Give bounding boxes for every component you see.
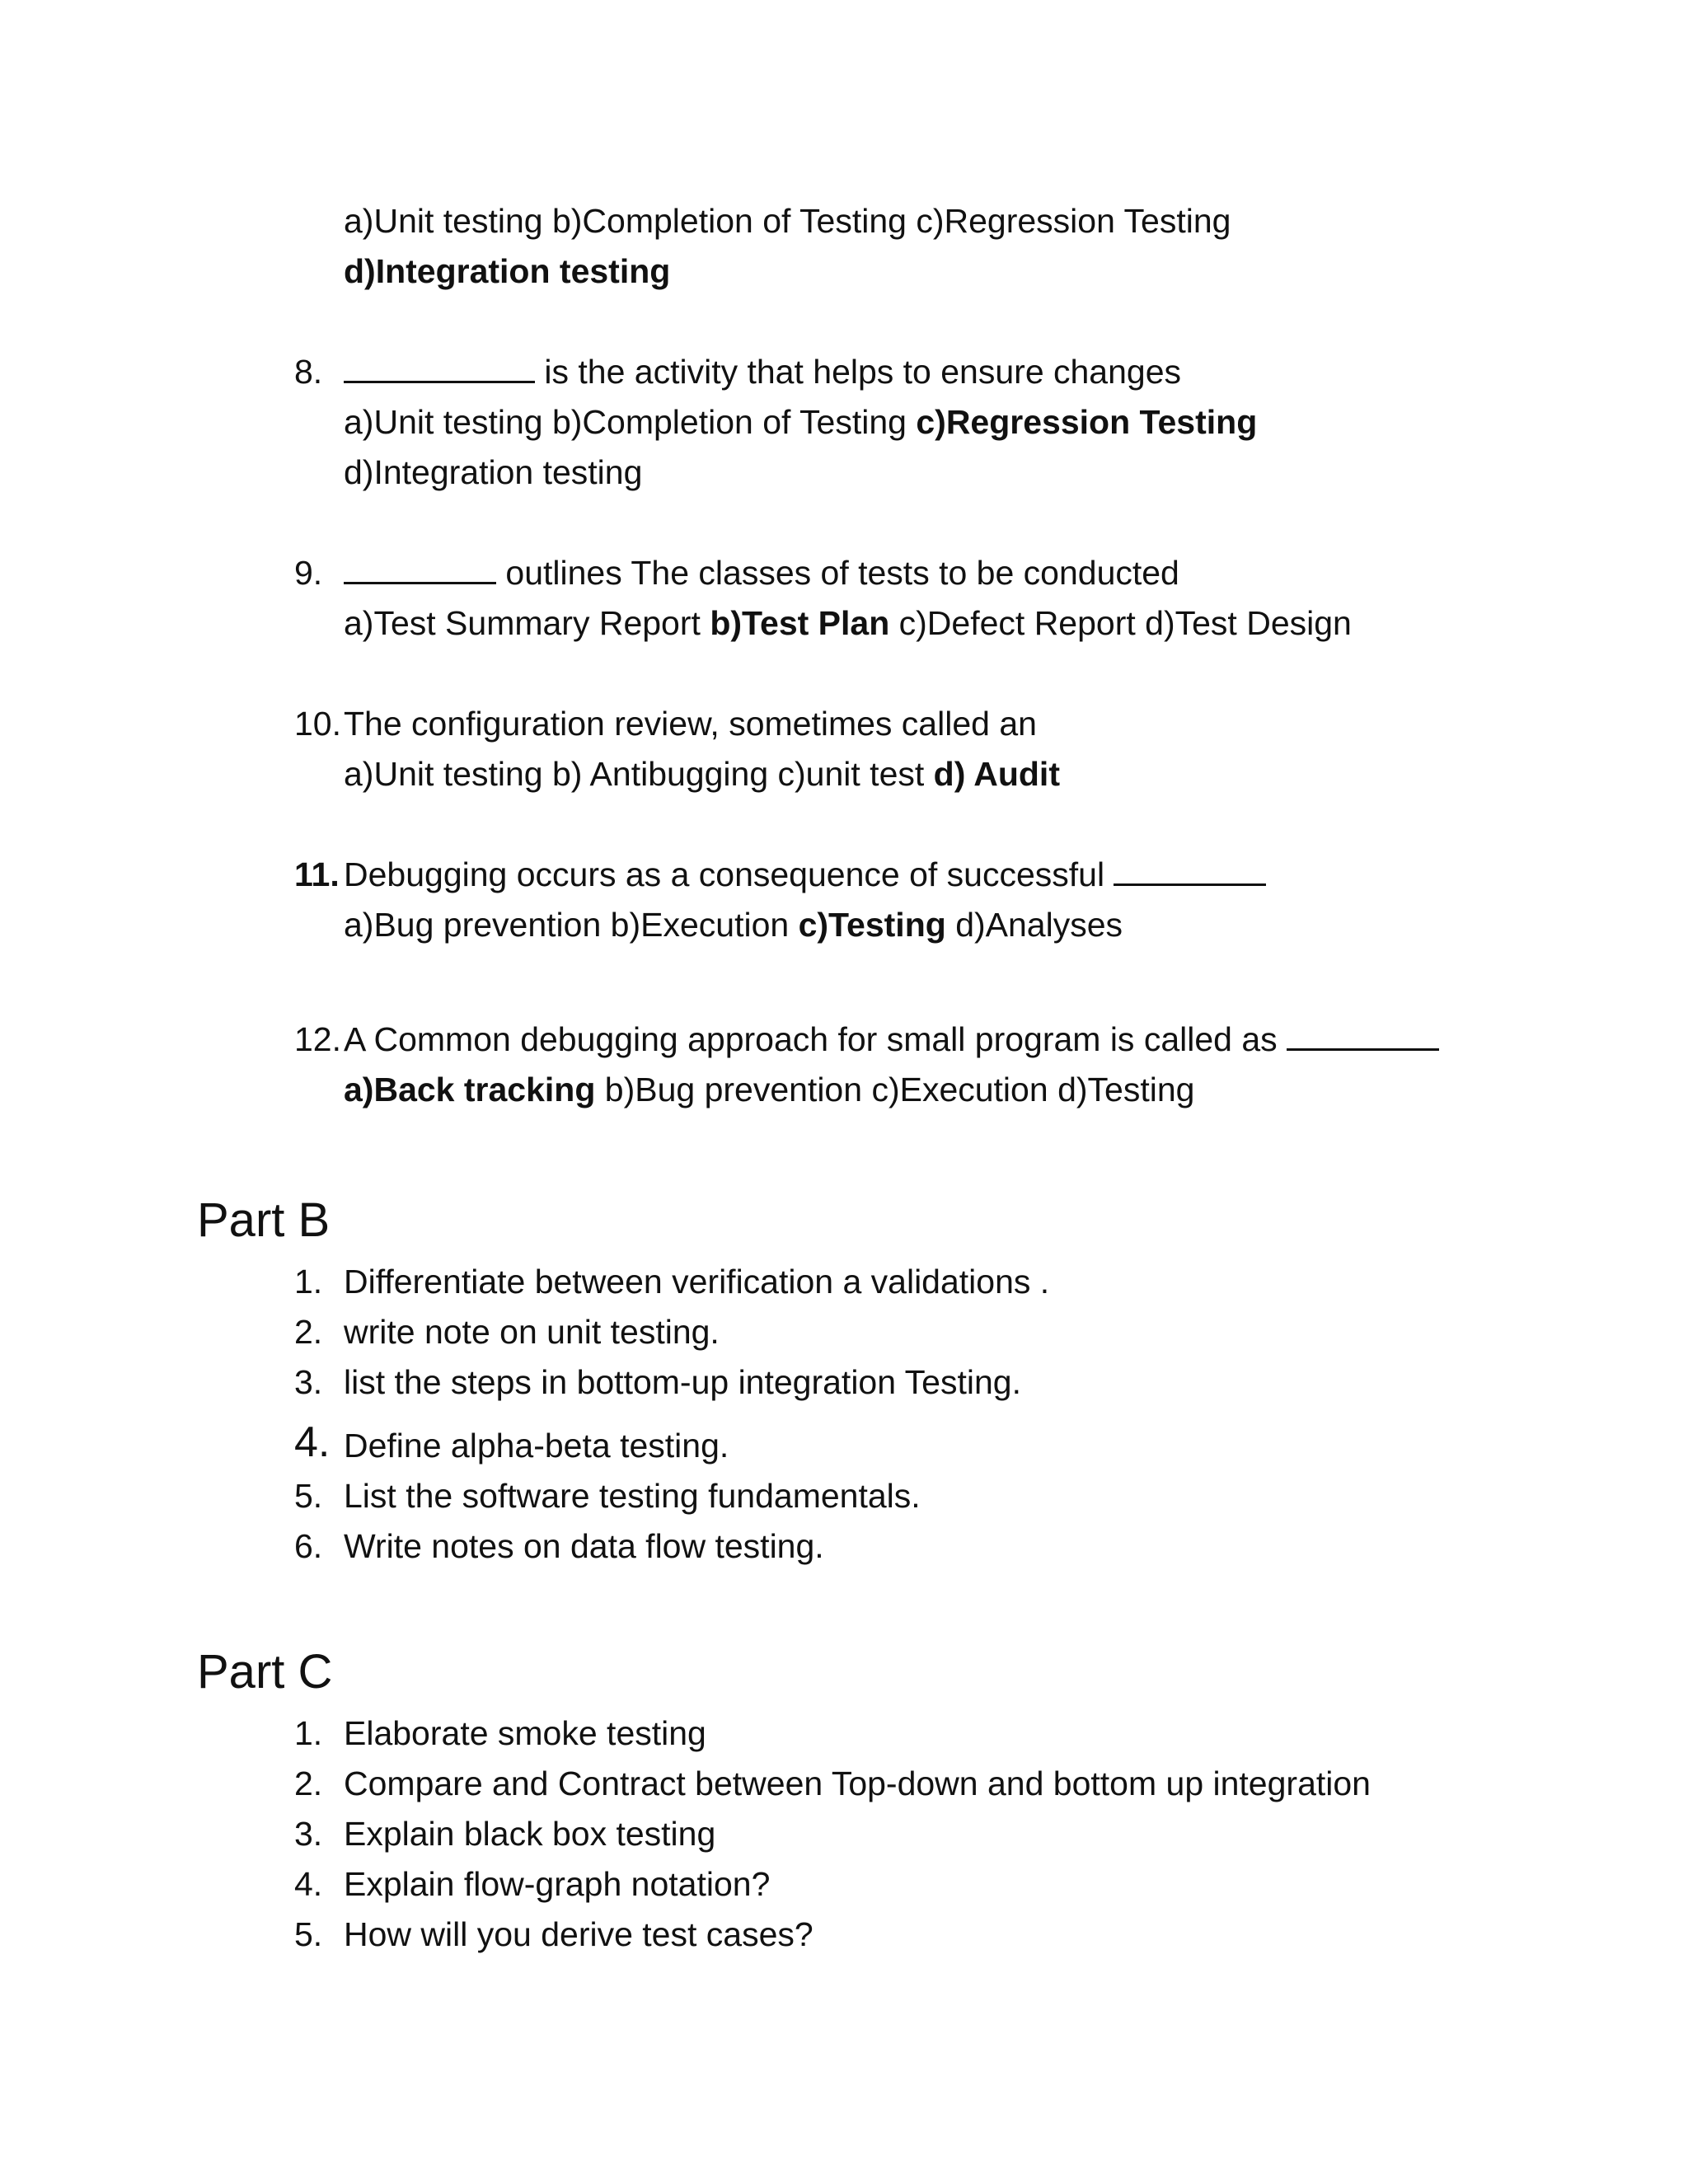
q12-options-line xyxy=(344,1069,1194,1110)
q8-option-a: a)Unit testing xyxy=(344,403,543,441)
part-b-item-3-text: list the steps in bottom-up integration Testing. xyxy=(344,1363,1021,1401)
part-b-heading: Part B xyxy=(197,1193,331,1247)
q8-option-b: b)Completion of Testing xyxy=(551,403,907,441)
part-b-item-1-text: Differentiate between verification a validations . xyxy=(344,1263,1050,1301)
q9-stem-line xyxy=(344,552,1179,593)
part-b-item-6-text: Write notes on data flow testing. xyxy=(344,1527,824,1565)
q12-stem-line xyxy=(344,1019,1439,1060)
part-b-item-4-text: Define alpha-beta testing. xyxy=(344,1427,729,1465)
part-b-item-6-number: 6. xyxy=(294,1527,323,1565)
part-b-item-1-number: 1. xyxy=(294,1263,323,1301)
q11-number: 11. xyxy=(294,855,340,893)
q9-options-line xyxy=(344,602,1352,644)
q7-option-b: b)Completion of Testing xyxy=(551,202,907,240)
part-c-heading: Part C xyxy=(197,1645,333,1699)
q11-options-line xyxy=(344,904,1123,945)
part-b-item-5-text: List the software testing fundamentals. xyxy=(344,1477,921,1515)
part-c-item-4-text: Explain flow-graph notation? xyxy=(344,1865,771,1903)
q9-option-c: c)Defect Report xyxy=(898,604,1136,642)
q8-options-line-1 xyxy=(344,401,1257,443)
part-b-item-5-number: 5. xyxy=(294,1477,323,1515)
q9-number: 9. xyxy=(294,554,323,592)
part-c-item-1-number: 1. xyxy=(294,1714,323,1752)
q7-option-a: a)Unit testing xyxy=(344,202,543,240)
q7-options-line-1 xyxy=(344,200,1231,241)
q7-option-d: d)Integration testing xyxy=(344,252,671,290)
q10-option-d: d) Audit xyxy=(933,755,1060,793)
q8-stem-line xyxy=(344,351,1181,392)
part-c-item-2-number: 2. xyxy=(294,1765,323,1802)
q12-blank xyxy=(1287,1020,1439,1051)
q8-number: 8. xyxy=(294,353,323,391)
q12-option-b: b)Bug prevention xyxy=(604,1071,863,1108)
q8-stem: is the activity that helps to ensure changes xyxy=(544,353,1182,391)
q10-number: 10. xyxy=(294,705,341,743)
q11-option-c: c)Testing xyxy=(798,906,946,944)
q9-option-d: d)Test Design xyxy=(1145,604,1352,642)
q9-option-b: b)Test Plan xyxy=(710,604,890,642)
part-b-item-3-number: 3. xyxy=(294,1363,323,1401)
part-c-item-1-text: Elaborate smoke testing xyxy=(344,1714,706,1752)
q10-option-c: c)unit test xyxy=(777,755,925,793)
part-c-item-4-number: 4. xyxy=(294,1865,323,1903)
q10-option-b: b) Antibugging xyxy=(551,755,769,793)
part-c-item-5-text: How will you derive test cases? xyxy=(344,1915,814,1953)
q7-option-c: c)Regression Testing xyxy=(916,202,1231,240)
part-b-item-2-text: write note on unit testing. xyxy=(344,1313,720,1351)
q12-option-d: d)Testing xyxy=(1057,1071,1195,1108)
part-b-item-4-number: 4. xyxy=(294,1418,331,1466)
q11-option-d: d)Analyses xyxy=(955,906,1123,944)
q12-stem: A Common debugging approach for small program is called as xyxy=(344,1020,1278,1058)
q11-stem: Debugging occurs as a consequence of successful xyxy=(344,855,1105,893)
q9-blank xyxy=(344,554,496,584)
q8-blank xyxy=(344,353,535,383)
q12-number: 12. xyxy=(294,1020,341,1058)
part-c-item-3-number: 3. xyxy=(294,1815,323,1853)
q8-option-d: d)Integration testing xyxy=(344,453,643,491)
q11-option-b: b)Execution xyxy=(610,906,790,944)
q10-stem: The configuration review, sometimes called an xyxy=(344,705,1037,743)
part-c-item-5-number: 5. xyxy=(294,1915,323,1953)
q12-option-a: a)Back tracking xyxy=(344,1071,596,1108)
part-c-item-2-text: Compare and Contract between Top-down and bottom up integration xyxy=(344,1765,1371,1802)
q9-option-a: a)Test Summary Report xyxy=(344,604,701,642)
part-c-item-3-text: Explain black box testing xyxy=(344,1815,716,1853)
q11-option-a: a)Bug prevention xyxy=(344,906,602,944)
q12-option-c: c)Execution xyxy=(871,1071,1048,1108)
q10-option-a: a)Unit testing xyxy=(344,755,543,793)
q8-option-c: c)Regression Testing xyxy=(916,403,1258,441)
q10-options-line xyxy=(344,753,1060,794)
q11-blank xyxy=(1114,855,1266,886)
q9-stem: outlines The classes of tests to be conducted xyxy=(505,554,1179,592)
q11-stem-line xyxy=(344,854,1266,895)
part-b-item-2-number: 2. xyxy=(294,1313,323,1351)
